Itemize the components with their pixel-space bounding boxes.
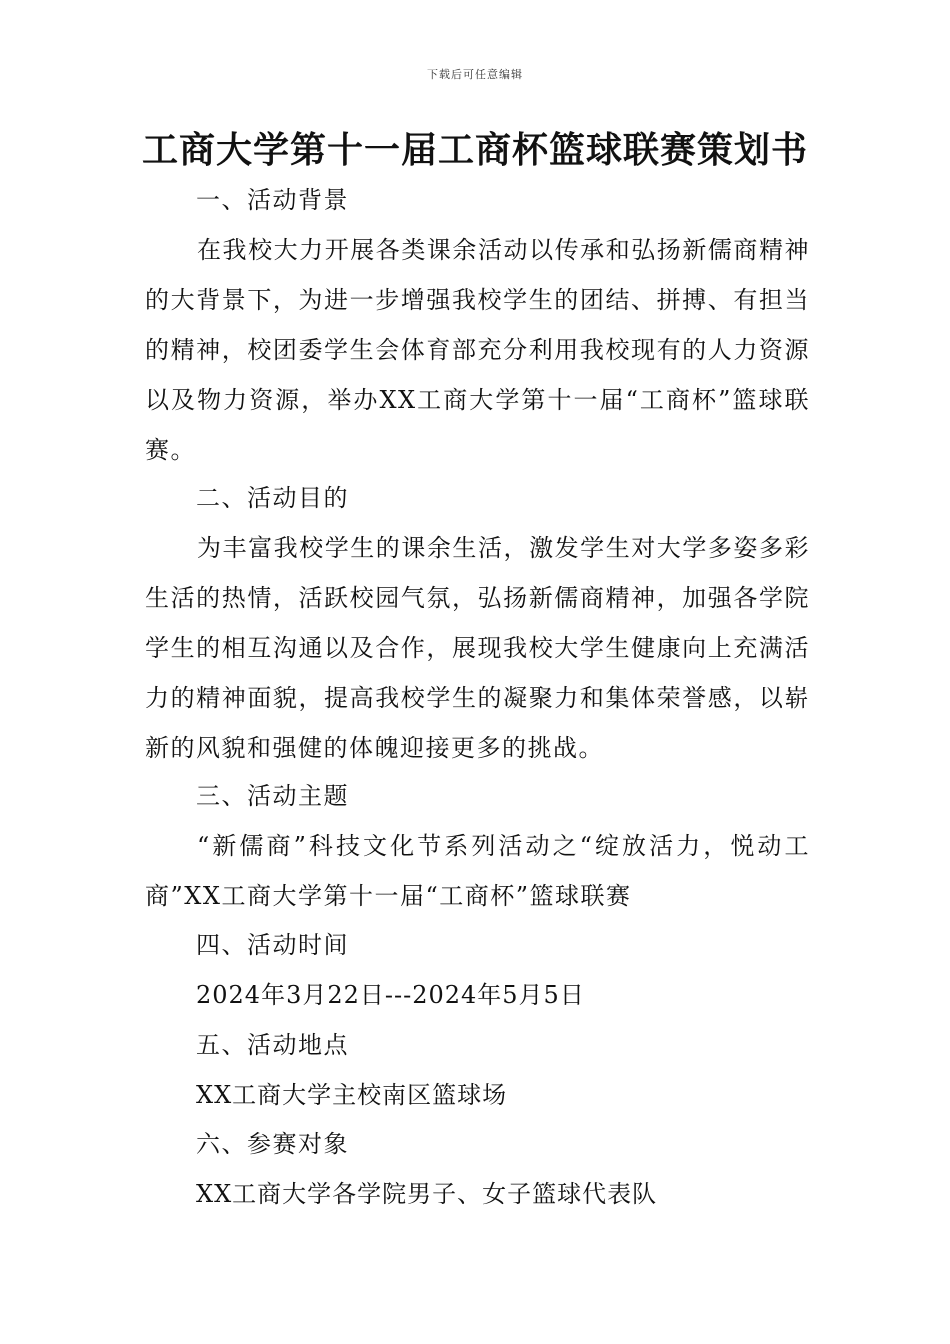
- section-body-theme: [145, 821, 810, 921]
- section-heading-participants: 六、参赛对象: [196, 1130, 349, 1158]
- paragraph-background: 在我校大力开展各类课余活动以传承和弘扬新儒商精神的大背景下，为进一步增强我校学生的团结、拼搏、有担当的精神，校团委学生会体育部充分利用我校现有的人力资源以及物力资源，举办XX工商大学第十一届“工商杯”篮球联赛。: [145, 236, 810, 464]
- section-heading-purpose: 二、活动目的: [196, 484, 349, 512]
- paragraph-theme: “新儒商”科技文化节系列活动之“绽放活力，悦动工商”XX工商大学第十一届“工商杯”篮球联赛: [145, 832, 810, 910]
- section-body-purpose: [145, 523, 810, 773]
- section-heading-time: 四、活动时间: [196, 931, 349, 959]
- section-heading-location: 五、活动地点: [196, 1031, 349, 1059]
- header-note: 下载后可任意编辑: [427, 68, 523, 81]
- section-body-background: [145, 225, 810, 475]
- event-location: XX工商大学主校南区篮球场: [196, 1081, 508, 1109]
- event-time: 2024年3月22日---2024年5月5日: [196, 981, 585, 1009]
- document-title: 工商大学第十一届工商杯篮球联赛策划书: [141, 130, 808, 171]
- section-heading-background: 一、活动背景: [196, 186, 349, 214]
- event-participants: XX工商大学各学院男子、女子篮球代表队: [196, 1180, 658, 1208]
- paragraph-purpose: 为丰富我校学生的课余生活，激发学生对大学多姿多彩生活的热情，活跃校园气氛，弘扬新儒商精神，加强各学院学生的相互沟通以及合作，展现我校大学生健康向上充满活力的精神面貌，提高我校学生的凝聚力和集体荣誉感，以崭新的风貌和强健的体魄迎接更多的挑战。: [145, 534, 810, 762]
- section-heading-theme: 三、活动主题: [196, 782, 349, 810]
